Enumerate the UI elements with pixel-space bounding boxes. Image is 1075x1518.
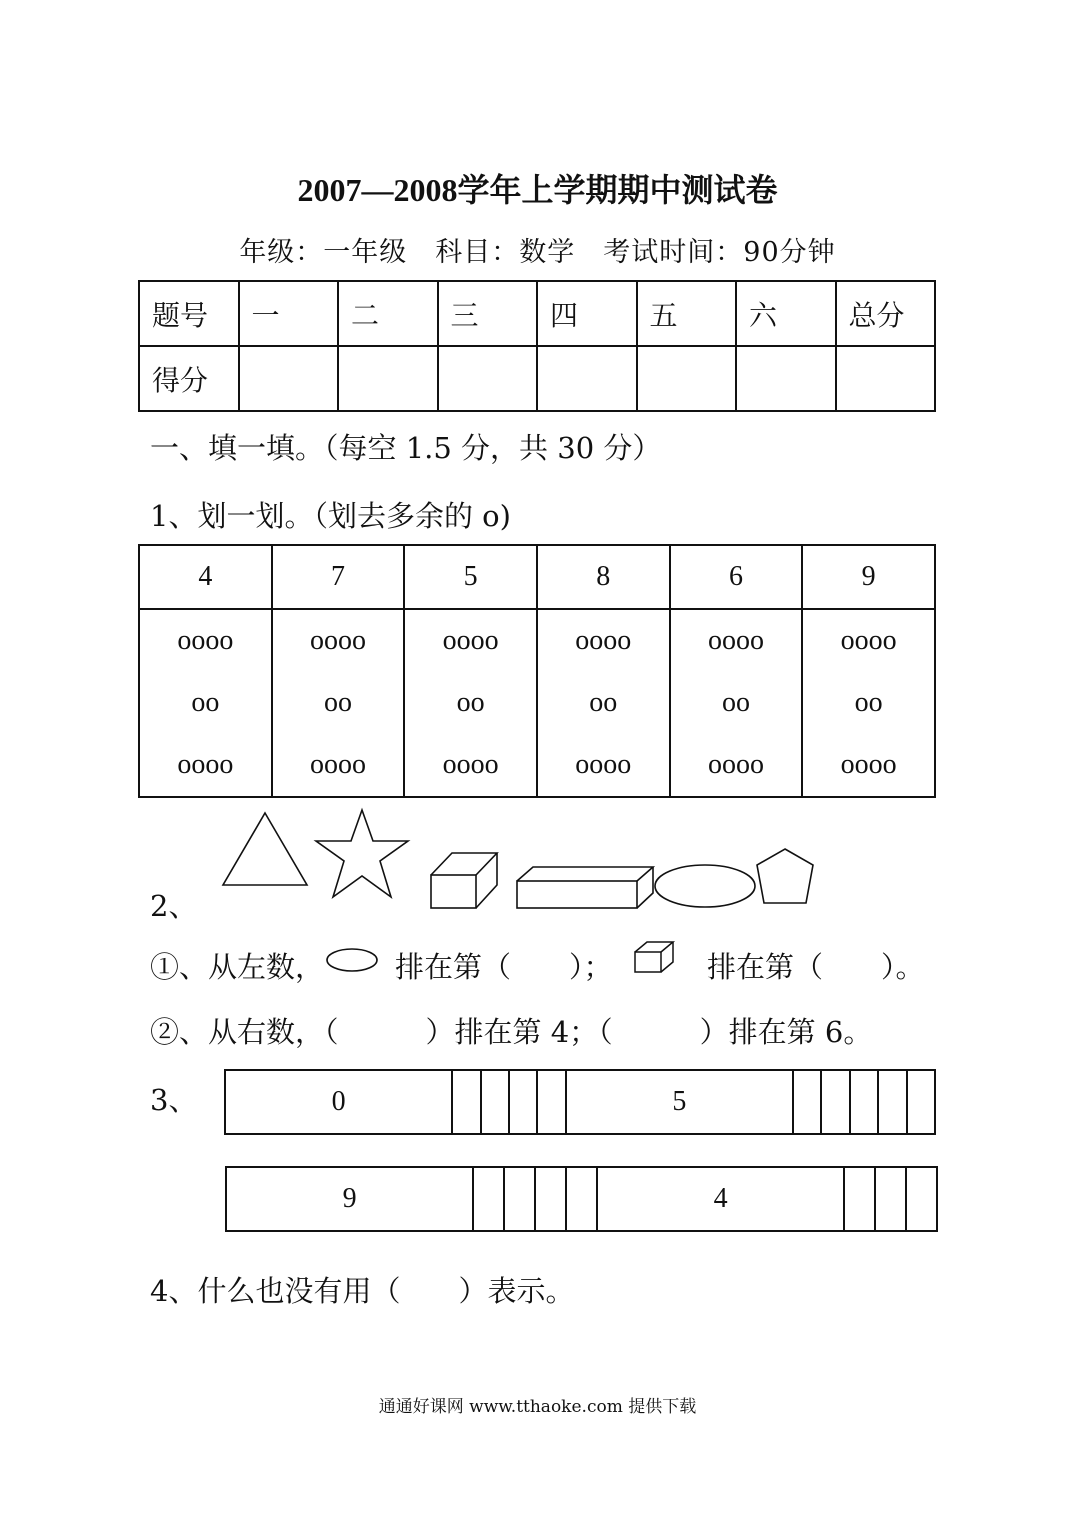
score-header-cell: 一 [239, 281, 339, 346]
dots-line: oooo [707, 749, 764, 780]
score-input-cell[interactable] [438, 346, 538, 411]
dots-line: oo [456, 687, 485, 718]
score-input-cell[interactable] [836, 346, 936, 411]
number-box[interactable] [907, 1070, 936, 1134]
number-box: 0 [225, 1070, 452, 1134]
dots-line: oooo [575, 625, 632, 656]
number-box[interactable] [535, 1167, 566, 1231]
section1-heading: 一、填一填。（每空 1.5 分，共 30 分） [150, 431, 662, 465]
shape-row [215, 805, 825, 915]
q1-dots-row [139, 609, 935, 797]
score-header-row [139, 281, 935, 346]
number-box[interactable] [844, 1167, 875, 1231]
number-box[interactable] [504, 1167, 535, 1231]
q1-text: 1、划一划。（划去多余的 o) [150, 499, 511, 533]
ellipse-icon [325, 945, 381, 975]
score-table [138, 280, 936, 412]
dots-line: oo [323, 687, 352, 718]
dots-line: oooo [442, 625, 499, 656]
number-box[interactable] [906, 1167, 937, 1231]
q1-number-cell: 8 [537, 545, 670, 609]
q2-label: 2、 [150, 889, 198, 923]
q3-label: 3、 [150, 1083, 198, 1117]
score-header-cell: 题号 [139, 281, 239, 346]
q2-sub2: ②、从右数，（ ）排在第 4；（ ）排在第 6。 [150, 1015, 873, 1049]
page-title: 2007—2008学年上学期期中测试卷 [297, 172, 778, 208]
number-box[interactable] [793, 1070, 821, 1134]
score-input-cell[interactable] [338, 346, 438, 411]
q3-row2-cells [226, 1167, 937, 1231]
score-header-cell: 五 [637, 281, 737, 346]
score-row-label: 得分 [139, 346, 239, 411]
dots-line: oooo [177, 625, 234, 656]
q3-row2 [225, 1166, 938, 1232]
dots-line: oooo [840, 749, 897, 780]
number-box[interactable] [875, 1167, 906, 1231]
q1-dots-cell[interactable] [802, 609, 935, 797]
score-header-cell: 四 [537, 281, 637, 346]
q1-table [138, 544, 936, 798]
dots-line: oo [589, 687, 618, 718]
number-box[interactable] [537, 1070, 565, 1134]
q3-row1-cells [225, 1070, 935, 1134]
cube-icon [431, 853, 497, 908]
q2-sub1-c: 排在第（ ）。 [707, 950, 925, 984]
q1-number-row [139, 545, 935, 609]
cuboid-icon [517, 867, 653, 908]
number-box[interactable] [481, 1070, 509, 1134]
score-value-row [139, 346, 935, 411]
score-header-cell: 六 [736, 281, 836, 346]
dots-line: oo [721, 687, 750, 718]
q4-text: 4、什么也没有用（ ）表示。 [150, 1274, 575, 1308]
dots-line: oooo [840, 625, 897, 656]
q1-number-cell: 5 [404, 545, 537, 609]
q2-sub1-b: 排在第（ ）； [395, 950, 613, 984]
dots-line: oo [191, 687, 220, 718]
q1-dots-cell[interactable] [537, 609, 670, 797]
dots-line: oooo [707, 625, 764, 656]
star-icon [316, 810, 408, 897]
dots-line: oooo [442, 749, 499, 780]
score-header-cell: 二 [338, 281, 438, 346]
cube-icon [632, 940, 678, 976]
q3-row1 [224, 1069, 936, 1135]
score-input-cell[interactable] [637, 346, 737, 411]
number-box[interactable] [850, 1070, 878, 1134]
dots-line: oooo [309, 625, 366, 656]
number-box[interactable] [452, 1070, 480, 1134]
q1-number-cell: 7 [272, 545, 405, 609]
q1-number-cell: 4 [139, 545, 272, 609]
number-box[interactable] [878, 1070, 906, 1134]
q1-number-cell: 9 [802, 545, 935, 609]
number-box: 4 [597, 1167, 844, 1231]
number-box[interactable] [509, 1070, 537, 1134]
score-input-cell[interactable] [239, 346, 339, 411]
q2-sub1-a: ①、从左数， [150, 950, 325, 984]
score-input-cell[interactable] [537, 346, 637, 411]
number-box[interactable] [473, 1167, 504, 1231]
q1-dots-cell[interactable] [670, 609, 803, 797]
exam-info: 年级：一年级 科目：数学 考试时间：90分钟 [239, 237, 836, 268]
triangle-icon [223, 813, 307, 885]
score-header-cell: 三 [438, 281, 538, 346]
dots-line: oooo [309, 749, 366, 780]
number-box[interactable] [821, 1070, 849, 1134]
q1-number-cell: 6 [670, 545, 803, 609]
q1-dots-cell[interactable] [139, 609, 272, 797]
number-box[interactable] [566, 1167, 597, 1231]
number-box: 9 [226, 1167, 473, 1231]
ellipse-icon [655, 865, 755, 907]
score-input-cell[interactable] [736, 346, 836, 411]
q1-dots-cell[interactable] [404, 609, 537, 797]
pentagon-icon [757, 849, 813, 903]
number-box: 5 [566, 1070, 793, 1134]
q1-dots-cell[interactable] [272, 609, 405, 797]
dots-line: oooo [575, 749, 632, 780]
footer-credit: 通通好课网 www.tthaoke.com 提供下载 [378, 1397, 697, 1417]
score-header-cell: 总分 [836, 281, 936, 346]
dots-line: oo [854, 687, 883, 718]
dots-line: oooo [177, 749, 234, 780]
